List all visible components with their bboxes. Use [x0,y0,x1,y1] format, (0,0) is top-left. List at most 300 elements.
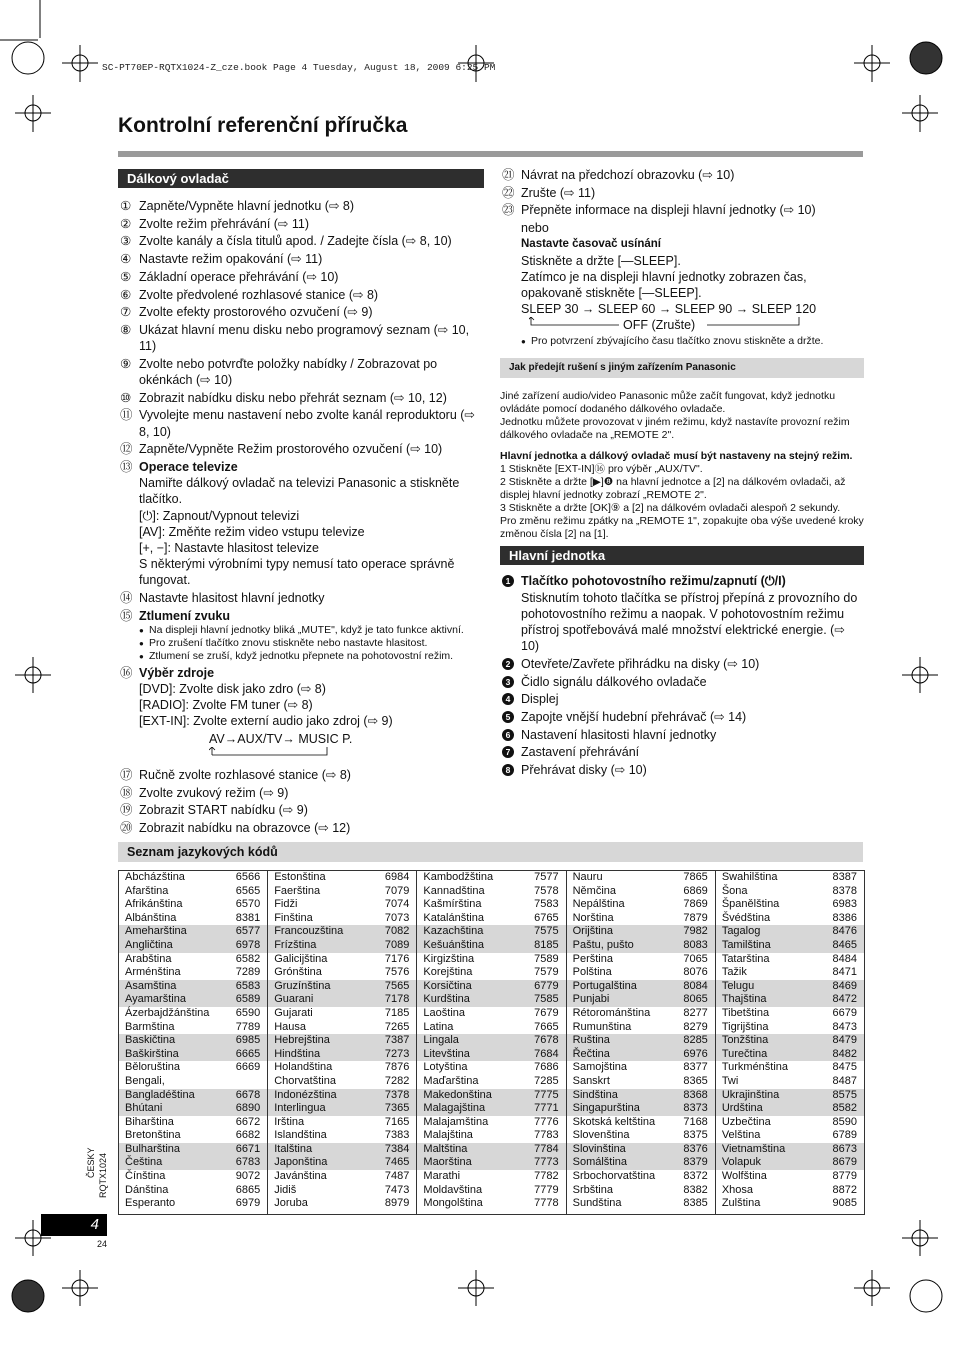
table-row [417,1021,565,1035]
language-name: Turkménština [721,1061,789,1074]
language-code: 6671 [235,1142,261,1155]
table-row [119,1089,267,1103]
language-name: Angličtina [125,938,173,951]
list-item [118,665,484,766]
language-code: 7285 [534,1074,559,1087]
table-row [567,939,715,953]
table-row [417,1170,565,1184]
list-item [118,269,484,285]
language-code: 7176 [384,952,410,965]
mute-note: ● Ztlumení se zruší, když jednotku přepnete na pohotovostní režim. [139,650,484,663]
language-code: 8083 [683,938,708,951]
main-unit-list [500,573,864,654]
language-code: 7865 [683,871,708,883]
table-row [716,1021,864,1035]
page-number-small: 24 [97,1239,108,1249]
language-name: Zulština [721,1197,761,1210]
table-row [567,1102,715,1116]
language-code: 7782 [534,1170,559,1183]
language-name: Malajamština [423,1115,489,1128]
item-number: 2 [502,658,514,670]
language-name: Tibetština [721,1006,770,1019]
language-name: Italština [274,1142,313,1155]
list-item [118,304,484,320]
language-code: 6565 [235,884,261,897]
language-code: 8465 [832,938,858,951]
language-name: Orijština [572,925,613,938]
language-name: Irština [274,1115,305,1128]
item-number: ⑰ [120,767,133,782]
table-row [119,953,267,967]
language-code: 7383 [384,1129,410,1142]
language-code: 7165 [384,1115,410,1128]
language-name: Tažik [721,966,747,979]
table-row [119,1034,267,1048]
sleep-cycle: SLEEP 30 → SLEEP 60 → SLEEP 90 → SLEEP 120 [521,302,817,317]
table-row [567,912,715,926]
language-name: Frízština [274,938,317,951]
table-row [268,1061,416,1075]
language-code: 6765 [534,911,559,924]
table-row [567,1075,715,1089]
sleep-or: nebo [521,221,549,236]
mute-note: ● Na displeji hlavní jednotky bliká „MUTE", když je tato funkce aktivní. [139,624,484,637]
table-row [119,912,267,926]
list-item [500,709,864,725]
table-row [716,1075,864,1089]
language-name: Joruba [274,1197,308,1210]
language-name: Tamilština [721,938,771,951]
language-name: Thajština [721,993,767,1006]
table-row [716,885,864,899]
language-name: Francouzština [274,925,344,938]
language-name: Maďarština [423,1074,479,1087]
language-name: Maorština [423,1156,472,1169]
language-name: Maltština [423,1142,468,1155]
language-column [567,871,716,1214]
language-code: 8473 [832,1020,858,1033]
language-name: Kirgizština [423,952,475,965]
language-code: 8475 [832,1061,858,1074]
list-item [118,785,484,801]
item-text: Přehrávat disky (⇨ 10) [521,763,647,778]
language-code: 6985 [235,1034,261,1047]
language-name: Urdština [721,1102,763,1115]
language-name: Holandština [274,1061,333,1074]
language-name: Singapurština [572,1102,640,1115]
language-code: 8673 [832,1142,858,1155]
table-row [567,966,715,980]
language-name: Ukrajinština [721,1088,780,1101]
main-unit-items [500,656,864,778]
interference-bold: Hlavní jednotka a dálkový ovladač musí být nastaveny na stejný režim. [500,450,853,463]
item-number: 6 [502,729,514,741]
item-text: Přepněte informace na displeji hlavní jednotky (⇨ 10) [521,203,816,218]
language-code: 8065 [683,993,708,1006]
table-row [268,885,416,899]
table-row [567,925,715,939]
item-text: Nastavení hlasitosti hlavní jednotky [521,727,717,742]
language-name: Arménština [125,966,181,979]
source-title: Výběr zdroje [139,665,215,680]
language-name: Slovinština [572,1142,626,1155]
item-text: Zvolte kanály a čísla titulů apod. / Zadejte čísla (⇨ 8, 10) [139,234,452,249]
language-code: 7982 [683,925,708,938]
language-name: Telugu [721,979,755,992]
table-row [716,1007,864,1021]
table-row [417,1061,565,1075]
language-name: Šona [721,884,748,897]
language-name: Gujarati [274,1006,313,1019]
table-row [716,1048,864,1062]
language-code: 6590 [235,1006,261,1019]
list-item [118,441,484,457]
table-row [567,1048,715,1062]
table-row [268,912,416,926]
language-name: Islandština [274,1129,327,1142]
item-number: 7 [502,746,514,758]
language-code: 8386 [832,911,858,924]
table-row [119,1156,267,1170]
language-code: 7178 [384,993,410,1006]
table-row [716,871,864,885]
language-name: Barmština [125,1020,175,1033]
language-code: 7773 [534,1156,559,1169]
item-text: Zobrazit START nabídku (⇨ 9) [139,803,308,818]
table-row [716,925,864,939]
language-code: 7365 [384,1102,410,1115]
language-code: 8582 [832,1102,858,1115]
item-text: Vyvolejte menu nastavení nebo zvolte kanál reproduktoru (⇨ 8, 10) [139,408,475,439]
table-row [716,953,864,967]
table-row [417,1075,565,1089]
table-row [268,1156,416,1170]
language-codes-heading: Seznam jazykových kódů [118,842,863,862]
language-code: 7577 [534,871,559,883]
language-name: Vietnamština [721,1142,786,1155]
list-item [118,802,484,818]
table-row [567,1089,715,1103]
language-code: 6583 [235,979,261,992]
item-number: ⑦ [120,305,132,320]
item-text: Displej [521,692,559,707]
item-number: 1 [502,575,514,587]
table-row [268,1021,416,1035]
table-row [567,1129,715,1143]
language-name: Paštu, pušto [572,938,634,951]
language-name: Turečtina [721,1047,768,1060]
table-row [417,1034,565,1048]
item-text: Nastavte hlasitost hlavní jednotky [139,591,325,606]
language-name: Bhútani [125,1102,163,1115]
page-number: 4 [41,1214,107,1236]
table-row [716,1102,864,1116]
language-name: Galicijština [274,952,328,965]
language-name: Nauru [572,871,603,883]
interference-text: Jednotku můžete provozovat v jiném režimu, když nastavíte provozní režim dálkového ovladače na „REMOTE 2". [500,416,850,442]
language-name: Volapuk [721,1156,761,1169]
table-row [417,1156,565,1170]
table-row [268,980,416,994]
language-code: 6984 [384,871,410,883]
language-name: Latina [423,1020,454,1033]
language-code: 8779 [832,1170,858,1183]
language-code: 8482 [832,1047,858,1060]
sleep-note: ● Pro potvrzení zbývajícího času tlačítko znovu stiskněte a držte. [521,335,864,348]
language-code: 7384 [384,1142,410,1155]
language-code: 7273 [384,1047,410,1060]
item-number: 3 [502,676,514,688]
table-row [417,925,565,939]
language-name: Estonština [274,871,326,883]
language-name: Finština [274,911,313,924]
table-row [417,1129,565,1143]
table-row [417,1089,565,1103]
language-name: Malagajština [423,1102,486,1115]
table-row [119,1061,267,1075]
language-code: 6865 [235,1183,261,1196]
table-row [567,1061,715,1075]
language-name: Skotská keltština [572,1115,656,1128]
language-code: 8365 [683,1074,708,1087]
table-row [119,1184,267,1198]
item-text: Otevřete/Zavřete přihrádku na disky (⇨ 10) [521,656,760,671]
table-row [716,939,864,953]
table-row [268,953,416,967]
item-text: Zvolte zvukový režim (⇨ 9) [139,785,289,800]
source-line: [DVD]: Zvolte disk jako zdro (⇨ 8) [139,681,326,696]
item-text: Zapojte vnější hudební přehrávač (⇨ 14) [521,709,747,724]
language-name: Punjabi [572,993,610,1006]
table-row [417,939,565,953]
language-code: 7265 [384,1020,410,1033]
language-name: Ázerbajdžánština [125,1006,210,1019]
table-row [567,1021,715,1035]
language-code: 8471 [832,966,858,979]
language-name: Kannadština [423,884,485,897]
language-name: Esperanto [125,1197,176,1210]
language-name: Portugalština [572,979,637,992]
item-text: Zobrazit nabídku na obrazovce (⇨ 12) [139,821,351,835]
language-code: 7082 [384,925,410,938]
language-name: Marathi [423,1170,461,1183]
file-header: SC-PT70EP-RQTX1024-Z_cze.book Page 4 Tuesday, August 18, 2009 6:25 PM [102,62,496,73]
list-item [118,608,484,663]
table-row [268,1007,416,1021]
language-name: Čeština [125,1156,163,1169]
interference-heading: Jak předejít rušení s jiným zařízením Panasonic [500,358,864,378]
language-code: 7678 [534,1034,559,1047]
language-code: 6983 [832,898,858,911]
language-name: Albánština [125,911,177,924]
list-item [118,459,484,589]
language-code: 7378 [384,1088,410,1101]
language-name: Asamština [125,979,177,992]
table-row [268,871,416,885]
language-name: Xhosa [721,1183,754,1196]
list-item [118,820,484,836]
language-name: Sanskrt [572,1074,610,1087]
language-name: Biharština [125,1115,174,1128]
language-name: Malajština [423,1129,473,1142]
language-code: 6669 [235,1061,261,1074]
item-text: Zvolte efekty prostorového ozvučení (⇨ 9) [139,305,373,320]
language-code: 8872 [832,1183,858,1196]
language-code: 8375 [683,1129,708,1142]
language-code: 8377 [683,1061,708,1074]
tv-block [118,459,484,765]
title-rule [118,151,863,157]
language-code: 6978 [235,938,261,951]
tv-line: S některými výrobními typy nemusí tato operace správně fungovat. [139,557,455,588]
table-row [268,1048,416,1062]
language-code: 7679 [534,1006,559,1019]
table-row [268,1143,416,1157]
item-number: ④ [120,252,132,267]
language-code: 7579 [534,966,559,979]
item-number: ⑪ [120,408,133,423]
language-code: 7387 [384,1034,410,1047]
table-row [268,898,416,912]
table-row [119,925,267,939]
remote-heading: Dálkový ovladač [118,169,484,188]
item-number: ⑭ [120,591,133,606]
language-name: Baškirština [125,1047,179,1060]
language-code: 8575 [832,1088,858,1101]
list-item [500,674,864,690]
list-item [500,762,864,778]
table-row [268,1075,416,1089]
table-row [119,1116,267,1130]
language-name: Srbochorvatština [572,1170,656,1183]
language-name: Kurdština [423,993,470,1006]
table-row [716,993,864,1007]
language-name: Němčina [572,884,617,897]
item-number: 5 [502,711,514,723]
list-item [118,251,484,267]
language-code: 8679 [832,1156,858,1169]
language-column [417,871,566,1214]
language-name: Korsičtina [423,979,472,992]
language-code: 6679 [832,1006,858,1019]
language-codes-table [118,870,865,1215]
language-code: 7578 [534,884,559,897]
language-name: Srbština [572,1183,613,1196]
language-name: Tonžština [721,1034,769,1047]
language-code: 6665 [235,1047,261,1060]
language-code: 8387 [832,871,858,883]
main-unit-heading: Hlavní jednotka [500,546,864,565]
language-name: Velština [721,1129,761,1142]
list-item [500,167,864,183]
language-name: Abcházština [125,871,185,883]
language-name: Moldavština [423,1183,483,1196]
table-row [567,980,715,994]
list-item [500,656,864,672]
item-text: Zapněte/Vypněte Režim prostorového ozvučení (⇨ 10) [139,442,443,457]
table-row [417,1197,565,1211]
language-name: Lotyština [423,1061,468,1074]
language-code: 7073 [384,911,410,924]
item-number: ⑳ [120,821,133,835]
language-name: Hausa [274,1020,306,1033]
table-row [417,898,565,912]
item-number: ⑥ [120,287,132,302]
item-number: ③ [120,234,132,249]
language-name: Běloruština [125,1061,181,1074]
table-row [119,1007,267,1021]
table-row [417,1102,565,1116]
language-name: Wolfština [721,1170,767,1183]
right-column [500,167,864,780]
table-row [567,1184,715,1198]
item-text: Zastavení přehrávání [521,745,640,760]
standby-title: Tlačítko pohotovostního režimu/zapnutí (⏻/I) [521,574,786,589]
tv-title: Operace televize [139,460,238,475]
language-name: Čínština [125,1170,166,1183]
table-row [567,1156,715,1170]
language-code: 6672 [235,1115,261,1128]
table-row [268,993,416,1007]
item-number: 8 [502,764,514,776]
page-title: Kontrolní referenční příručka [118,114,408,137]
item-text: Nastavte režim opakování (⇨ 11) [139,252,323,267]
language-name: Grónština [274,966,322,979]
standby-text: Stisknutím tohoto tlačítka se přístroj přepíná z provozního do pohotovostního režimu a naopak. V pohotovostním režimu přístroj spotřebovává malé množství elektrické energie. (⇨ 10) [521,590,858,654]
language-name: Fidži [274,898,298,911]
table-row [119,1170,267,1184]
language-name: Tagalog [721,925,761,938]
language-code: 7775 [534,1088,559,1101]
table-row [268,925,416,939]
table-row [417,912,565,926]
language-name: Guarani [274,993,314,1006]
list-item [118,590,484,606]
language-code: 8277 [683,1006,708,1019]
language-code: 6682 [235,1129,261,1142]
table-row [119,1021,267,1035]
list-item [500,202,864,218]
language-name: Lingala [423,1034,459,1047]
language-name: Dánština [125,1183,169,1196]
item-number: ⑫ [120,442,133,457]
item-text: Čidlo signálu dálkového ovladače [521,674,707,689]
source-line: [RADIO]: Zvolte FM tuner (⇨ 8) [139,697,313,712]
item-text: Zvolte režim přehrávání (⇨ 11) [139,216,310,231]
interference-step: 2 Stiskněte a držte [▶]❽ na hlavní jednotce a [2] na dálkovém ovladači, až displej hlavní jednotky zobrazí „REMOTE 2". [500,476,846,502]
table-row [417,871,565,885]
list-item [118,216,484,232]
side-code: RQTX1024 [98,1152,108,1198]
language-code: 7778 [534,1197,559,1210]
table-row [716,966,864,980]
language-name: Španělština [721,898,780,911]
language-name: Rumunština [572,1020,632,1033]
language-name: Sindština [572,1088,618,1101]
cycle-arrow-icon [209,747,349,757]
language-code: 7168 [683,1115,708,1128]
tv-line: [+, −]: Nastavte hlasitost televize [139,541,319,556]
interference-step: 3 Stiskněte a držte [OK]⑨ a [2] na dálkovém ovladači alespoň 2 sekundy. [500,502,841,515]
table-row [268,1034,416,1048]
table-row [567,871,715,885]
remote-column [118,169,484,838]
table-row [716,912,864,926]
table-row [567,1116,715,1130]
side-language: ČESKY [86,1147,96,1178]
language-name: Bretonština [125,1129,181,1142]
language-name: Laoština [423,1006,465,1019]
